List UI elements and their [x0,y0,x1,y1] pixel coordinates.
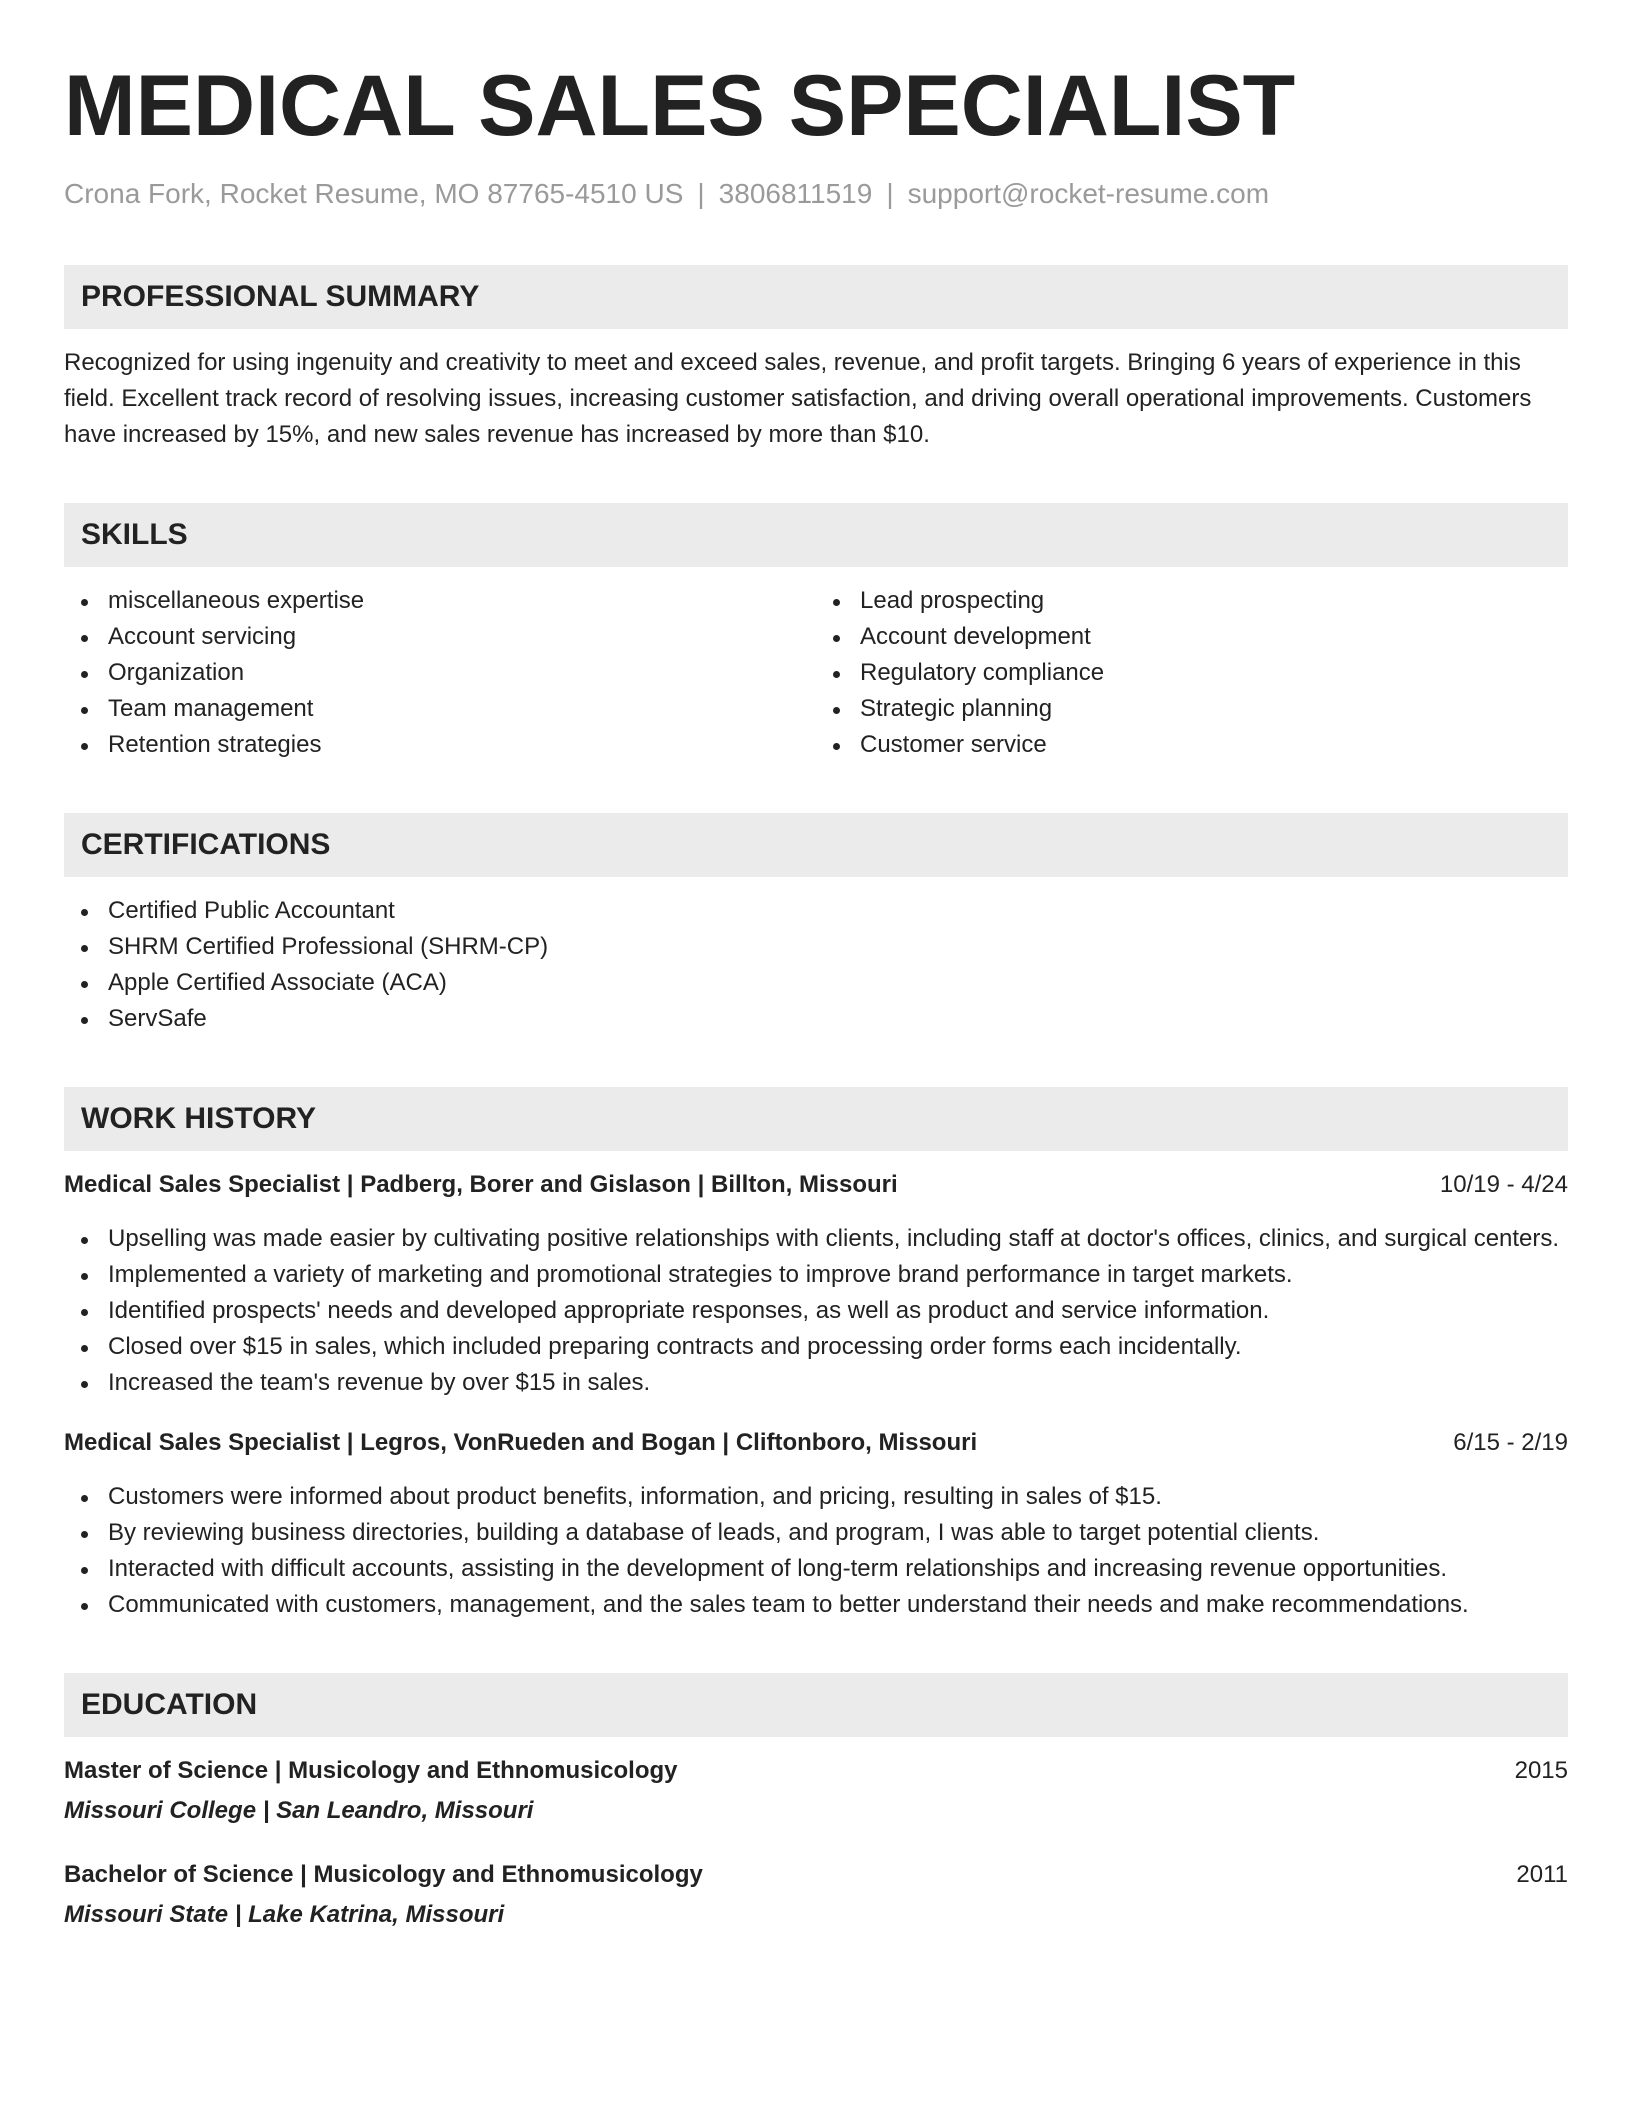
education-entry [64,1753,1568,1829]
education-header [64,1753,1568,1789]
certification-item: Certified Public Accountant [64,893,1568,929]
education-heading: EDUCATION [64,1673,1568,1737]
skill-item: Retention strategies [64,727,816,763]
contact-separator: | [697,178,705,209]
work-history-section [64,1087,1568,1623]
skill-item: Regulatory compliance [816,655,1568,691]
skill-item: Lead prospecting [816,583,1568,619]
skills-right-list [816,583,1568,763]
contact-email[interactable]: support@rocket-resume.com [907,178,1270,209]
skills-heading: SKILLS [64,503,1568,567]
school-name: Missouri State | Lake Katrina, Missouri [64,1901,505,1928]
resume-title: MEDICAL SALES SPECIALIST [64,58,1296,154]
job-dates: 10/19 - 4/24 [1439,1171,1568,1198]
skill-item: Team management [64,691,816,727]
job-bullet: Upselling was made easier by cultivating positive relationships with clients, including staff at doctor's offices, clinics, and surgical centers. [64,1221,1568,1257]
contact-phone: 3806811519 [718,178,873,209]
education-section [64,1673,1568,1933]
summary-text: Recognized for using ingenuity and creativity to meet and exceed sales, revenue, and profit targets. Bringing 6 years of experience in this field. Excellent track record of resolving issues, increasing customer satisfaction, and driving overall operational improvements. Customers have increased by 15%, and new sales revenue has increased by more than $10. [64,349,1532,448]
degree-title: Bachelor of Science | Musicology and Ethnomusicology [64,1861,703,1888]
graduation-year: 2011 [1516,1861,1568,1888]
summary-heading: PROFESSIONAL SUMMARY [64,265,1568,329]
skill-item: Customer service [816,727,1568,763]
job-entry [64,1425,1568,1623]
school-name: Missouri College | San Leandro, Missouri [64,1797,534,1824]
job-entry [64,1167,1568,1401]
job-bullet: Customers were informed about product benefits, information, and pricing, resulting in sales of $15. [64,1479,1568,1515]
certification-item: ServSafe [64,1001,1568,1037]
skill-item: Account servicing [64,619,816,655]
job-title: Medical Sales Specialist | Padberg, Borer and Gislason | Billton, Missouri [64,1171,898,1198]
job-bullet: Identified prospects' needs and developed appropriate responses, as well as product and service information. [64,1293,1568,1329]
job-header [64,1167,1568,1203]
job-header [64,1425,1568,1461]
certification-item: Apple Certified Associate (ACA) [64,965,1568,1001]
contact-address: Crona Fork, Rocket Resume, MO 87765-4510 US [64,178,684,209]
education-header [64,1857,1568,1893]
job-bullet: By reviewing business directories, building a database of leads, and program, I was able to target potential clients. [64,1515,1568,1551]
job-bullet: Interacted with difficult accounts, assisting in the development of long-term relationships and increasing revenue opportunities. [64,1551,1568,1587]
certification-item: SHRM Certified Professional (SHRM-CP) [64,929,1568,965]
skill-item: Strategic planning [816,691,1568,727]
certifications-section [64,813,1568,1037]
education-entry [64,1857,1568,1933]
certifications-list [64,893,1568,1037]
skills-columns [64,583,1568,763]
certifications-heading: CERTIFICATIONS [64,813,1568,877]
graduation-year: 2015 [1514,1757,1568,1784]
contact-separator: | [886,178,894,209]
job-bullet: Implemented a variety of marketing and promotional strategies to improve brand performance in target markets. [64,1257,1568,1293]
work-history-heading: WORK HISTORY [64,1087,1568,1151]
skill-item: Organization [64,655,816,691]
contact-line [64,176,1568,212]
degree-title: Master of Science | Musicology and Ethnomusicology [64,1757,678,1784]
skills-section [64,503,1568,763]
skill-item: Account development [816,619,1568,655]
job-bullets [64,1221,1568,1401]
skills-left-list [64,583,816,763]
job-bullet: Communicated with customers, management, and the sales team to better understand their needs and make recommendations. [64,1587,1568,1623]
job-title: Medical Sales Specialist | Legros, VonRueden and Bogan | Cliftonboro, Missouri [64,1429,978,1456]
job-bullet: Closed over $15 in sales, which included preparing contracts and processing order forms each incidentally. [64,1329,1568,1365]
skill-item: miscellaneous expertise [64,583,816,619]
job-dates: 6/15 - 2/19 [1453,1429,1568,1456]
job-bullets [64,1479,1568,1623]
job-bullet: Increased the team's revenue by over $15 in sales. [64,1365,1568,1401]
summary-section [64,265,1568,453]
